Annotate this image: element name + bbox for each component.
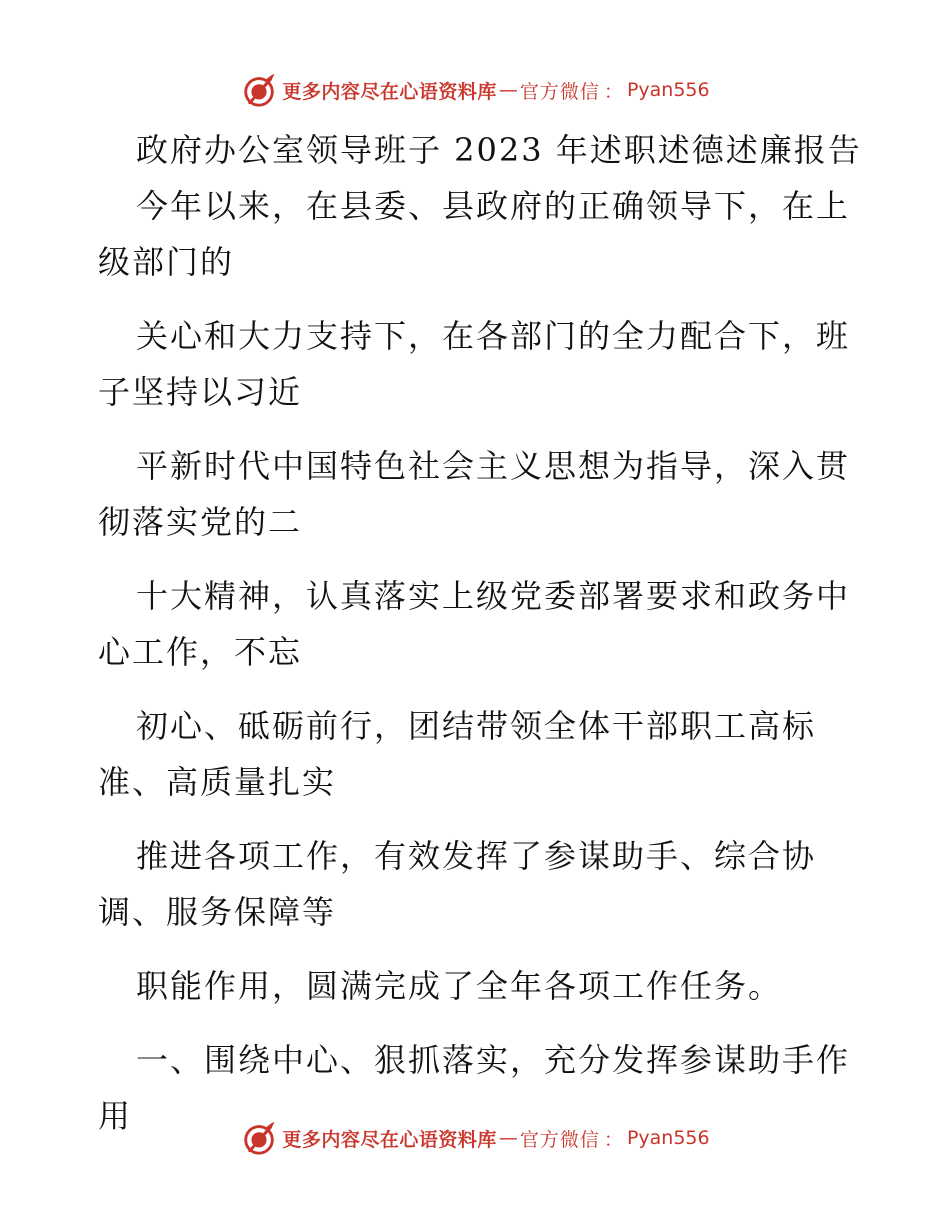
promo-text: 更多内容尽在心语资料库: [282, 1128, 497, 1151]
promo-text: 更多内容尽在心语资料库: [282, 80, 497, 103]
document-title: 政府办公室领导班子 2023 年述职述德述廉报告: [136, 131, 862, 169]
wechat-handle: Pyan556: [626, 1127, 710, 1149]
paragraph: 关心和大力支持下，在各部门的全力配合下，班子坚持以习近: [98, 317, 851, 411]
quill-pen-logo-icon: [240, 1119, 278, 1157]
section-heading: 一、围绕中心、狠抓落实，充分发挥参谋助手作用: [98, 1041, 851, 1135]
wechat-handle: Pyan556: [626, 79, 710, 101]
document-body: [98, 122, 862, 1144]
paragraph: 推进各项工作，有效发挥了参谋助手、综合协调、服务保障等: [98, 837, 817, 931]
paragraph: 初心、砥砺前行，团结带领全体干部职工高标准、高质量扎实: [98, 707, 817, 801]
paragraph: 职能作用，圆满完成了全年各项工作任务。: [136, 967, 783, 1005]
banner-dash: —: [498, 79, 518, 101]
paragraph: 平新时代中国特色社会主义思想为指导，深入贯彻落实党的二: [98, 447, 851, 541]
quill-pen-logo-icon: [240, 71, 278, 109]
banner-separator: ：: [603, 80, 623, 103]
banner-separator: ：: [603, 1128, 623, 1151]
wechat-label: 官方微信: [519, 80, 600, 103]
paragraph: 今年以来，在县委、县政府的正确领导下，在上级部门的: [98, 187, 851, 281]
header-watermark-banner: [0, 70, 950, 110]
wechat-label: 官方微信: [519, 1128, 600, 1151]
footer-watermark-banner: [0, 1118, 950, 1158]
paragraph: 十大精神，认真落实上级党委部署要求和政务中心工作，不忘: [98, 577, 851, 671]
banner-dash: —: [498, 1127, 518, 1149]
